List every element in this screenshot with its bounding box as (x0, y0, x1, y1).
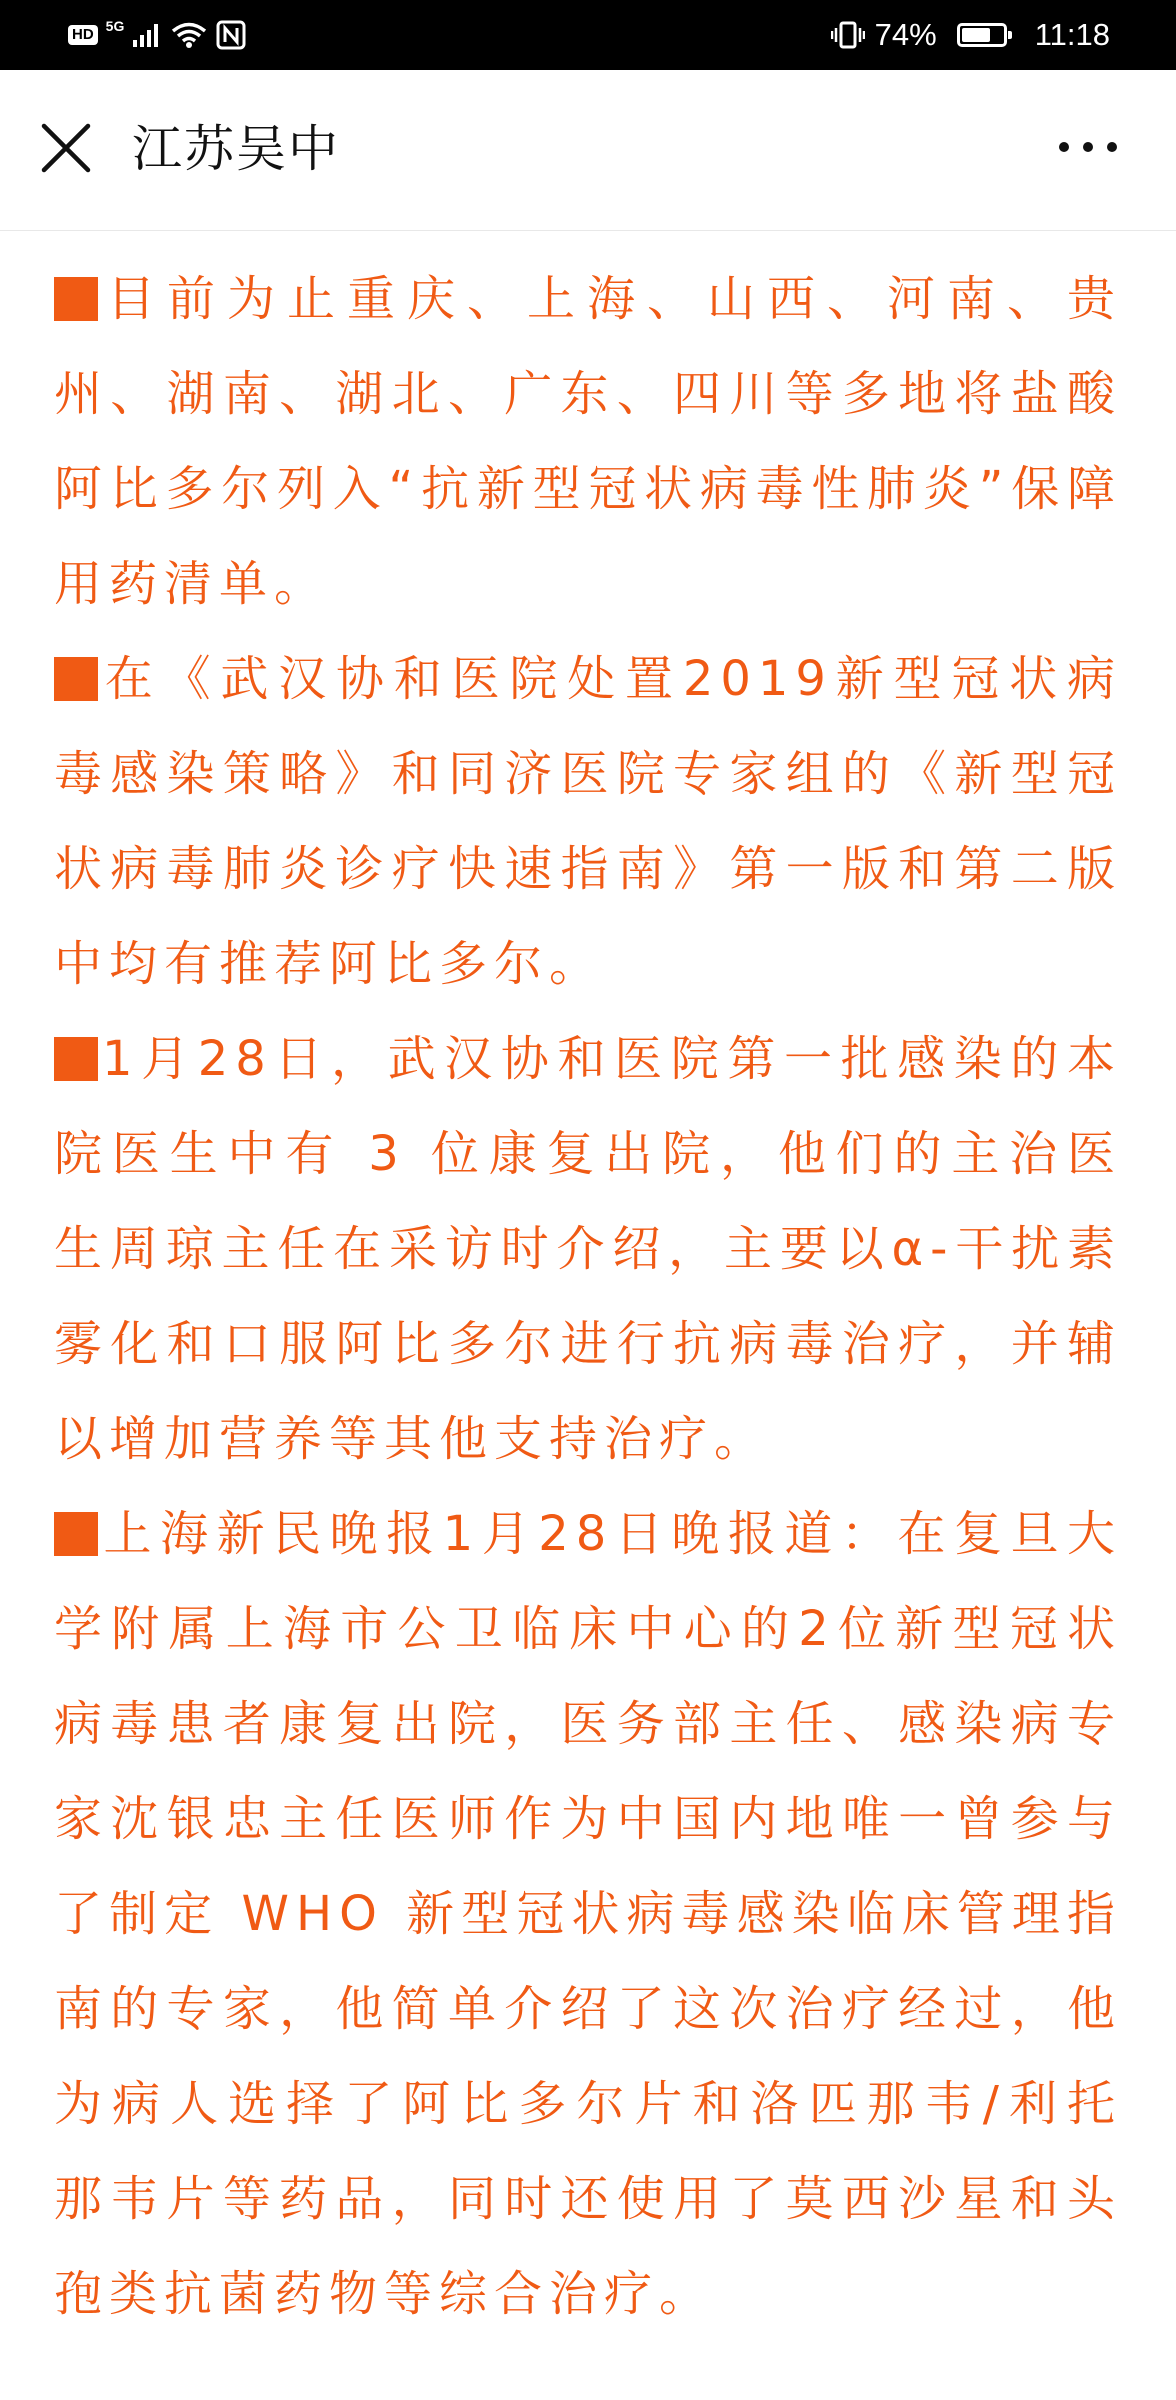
battery-fill (962, 28, 991, 42)
status-left-group (68, 14, 246, 56)
signal-icon (132, 22, 162, 48)
close-icon (36, 118, 96, 178)
article-paragraph (54, 632, 1122, 1012)
status-bar (0, 0, 1176, 70)
paragraph-text: 上海新民晚报1月28日晚报道：在复旦大学附属上海市公卫临床中心的2位新型冠状病毒患者康复出院，医务部主任、感染病专家沈银忠主任医师作为中国内地唯一曾参与了制定 WHO 新型冠状病毒感染临床管理指南的专家，他简单介绍了这次治疗经过，他为病人选择了阿比多尔片和洛匹那韦/利托那韦片等药品，同时还使用了莫西沙星和头孢类抗菌药物等综合治疗。 (54, 1506, 1122, 2322)
nfc-icon (216, 20, 246, 50)
battery-tip (1008, 31, 1012, 39)
vibrate-icon (831, 20, 865, 50)
status-right-group (831, 14, 1110, 56)
close-button[interactable] (36, 118, 96, 178)
hd-badge: HD (68, 25, 98, 45)
square-bullet-icon (54, 1512, 98, 1556)
more-button[interactable] (1048, 122, 1128, 172)
page-title: 江苏吴中 (132, 120, 340, 178)
paragraph-text: 1月28日，武汉协和医院第一批感染的本院医生中有 3 位康复出院，他们的主治医生周琼主任在采访时介绍，主要以α-干扰素雾化和口服阿比多尔进行抗病毒治疗，并辅以增加营养等其他支持治疗。 (54, 1031, 1122, 1467)
nav-bar (0, 70, 1176, 231)
paragraph-text: 目前为止重庆、上海、山西、河南、贵州、湖南、湖北、广东、四川等多地将盐酸阿比多尔列入“抗新型冠状病毒性肺炎”保障用药清单。 (54, 271, 1122, 612)
article-paragraph (54, 1487, 1122, 2342)
article-body (54, 252, 1122, 2342)
article-paragraph (54, 252, 1122, 632)
square-bullet-icon (54, 657, 98, 701)
paragraph-text: 在《武汉协和医院处置2019新型冠状病毒感染策略》和同济医院专家组的《新型冠状病毒肺炎诊疗快速指南》第一版和第二版中均有推荐阿比多尔。 (54, 651, 1122, 992)
square-bullet-icon (54, 1037, 98, 1081)
battery-percent: 74% (874, 17, 937, 52)
wifi-icon (170, 21, 208, 49)
clock: 11:18 (1034, 17, 1110, 52)
battery-icon (957, 23, 1007, 47)
more-icon (1048, 122, 1128, 172)
square-bullet-icon (54, 277, 98, 321)
network-type-label: 5G (105, 18, 125, 34)
article-paragraph (54, 1012, 1122, 1487)
